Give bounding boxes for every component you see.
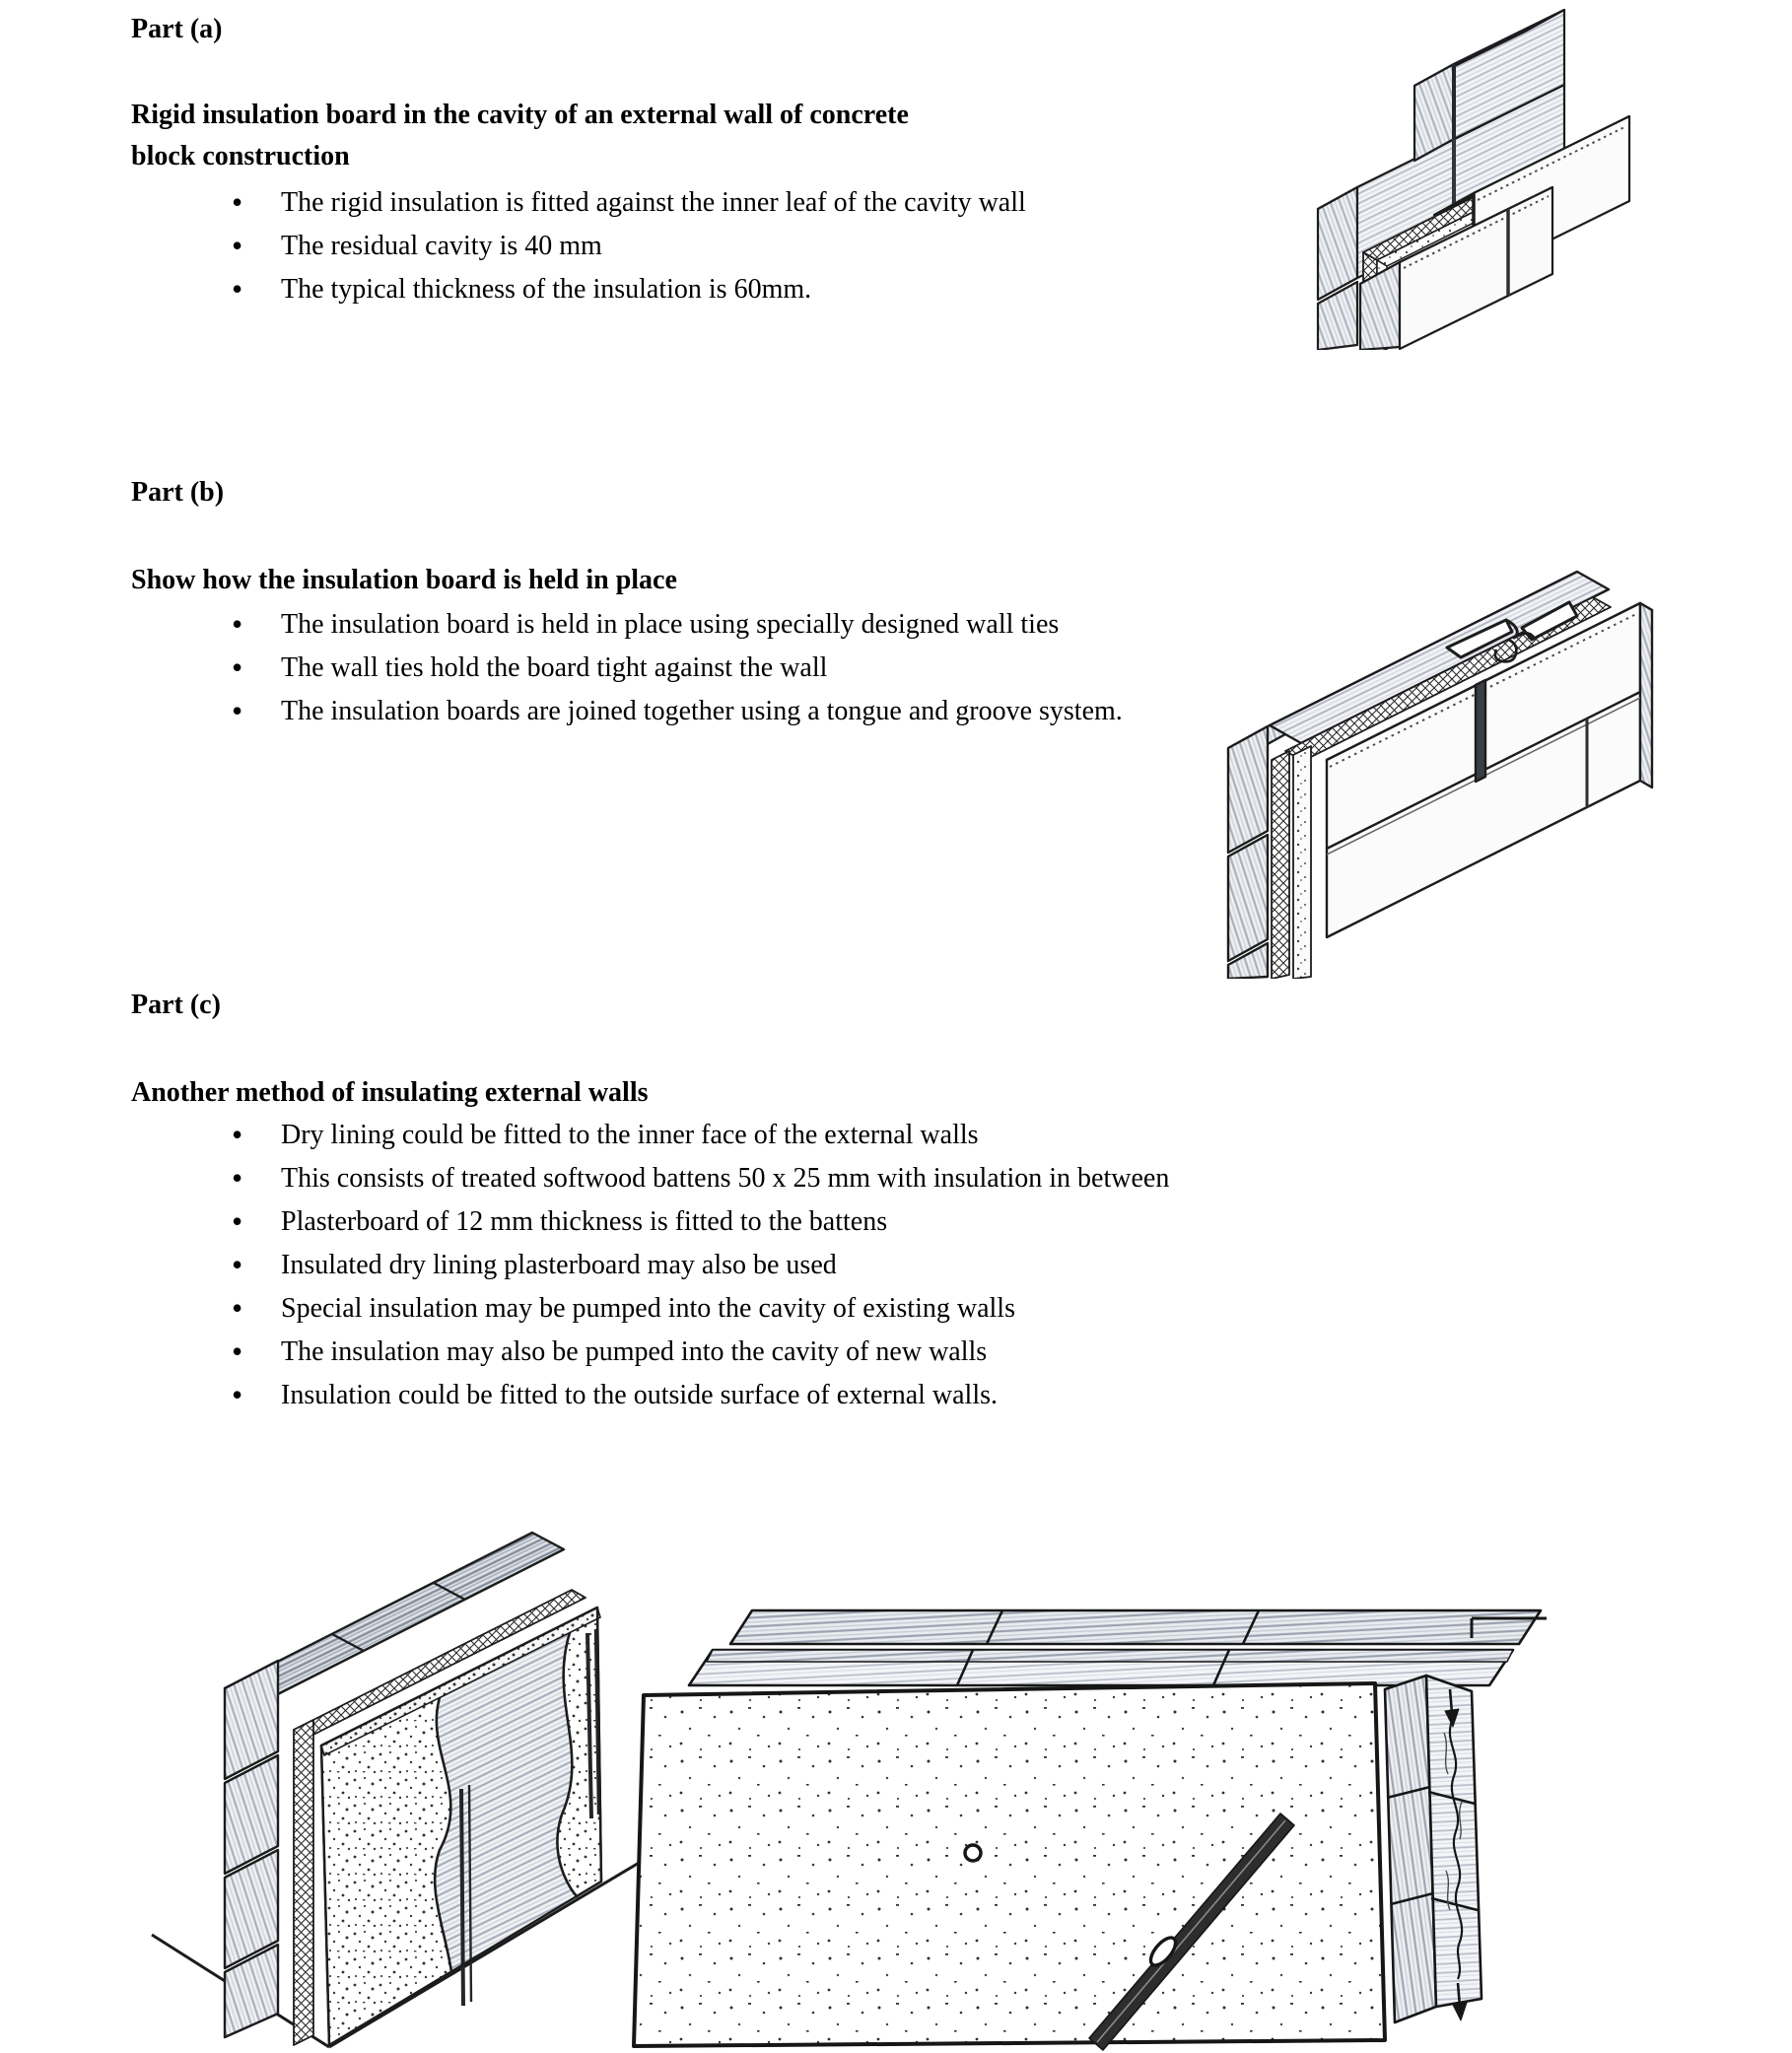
bullet-list-part-c: [131, 1114, 1304, 1417]
list-item: • The residual cavity is 40 mm: [131, 225, 1255, 268]
list-item: • The insulation may also be pumped into the cavity of new walls: [131, 1331, 1304, 1374]
section-heading-part-c: [131, 1072, 1166, 1114]
section-heading-part-a: [131, 95, 1166, 177]
block-course-top-front: [689, 1650, 1513, 1685]
tongue-groove-joint: [1476, 680, 1485, 782]
list-item: • Plasterboard of 12 mm thickness is fitted to the battens: [131, 1200, 1304, 1244]
list-item: • Dry lining could be fitted to the inner face of the external walls: [131, 1114, 1304, 1157]
insulated-wall-face: [634, 1683, 1385, 2046]
list-item: • Insulated dry lining plasterboard may also be used: [131, 1244, 1304, 1287]
insulation-cutaway: [435, 1621, 578, 1972]
list-item: • This consists of treated softwood battens 50 x 25 mm with insulation in between: [131, 1157, 1304, 1200]
list-item: • The rigid insulation is fitted against the inner leaf of the cavity wall: [131, 181, 1255, 225]
section-heading-part-b: [131, 560, 1166, 601]
list-item: • The insulation board is held in place using specially designed wall ties: [131, 603, 1162, 647]
dry-lining-layers: [321, 1608, 601, 2045]
list-item: • The typical thickness of the insulation is 60mm.: [131, 268, 1255, 311]
block-course-top-back: [730, 1610, 1541, 1644]
injection-hole: [965, 1845, 981, 1861]
list-item: • The wall ties hold the board tight against the wall: [131, 647, 1162, 690]
section-label-part-b: Part (b): [131, 477, 225, 508]
figure-dry-lining-battens: [146, 1493, 654, 2053]
list-item: • The insulation boards are joined together using a tongue and groove system.: [131, 690, 1162, 733]
heading-line: Show how the insulation board is held in place: [131, 565, 677, 595]
heading-line: block construction: [131, 141, 350, 171]
section-label-part-a: Part (a): [131, 14, 223, 44]
figure-pumped-cavity-insulation: [626, 1605, 1548, 2053]
bullet-list-part-b: [131, 603, 1162, 733]
heading-line: Another method of insulating external walls: [131, 1077, 649, 1108]
heading-line: Rigid insulation board in the cavity of an external wall of concrete: [131, 100, 909, 130]
figure-cavity-wall-rigid-insulation: [1306, 0, 1636, 350]
outer-leaf: [1385, 1676, 1482, 2022]
bullet-list-part-a: [131, 181, 1255, 311]
figure-cavity-wall-wall-tie: [1212, 537, 1654, 979]
list-item: • Insulation could be fitted to the outside surface of external walls.: [131, 1374, 1304, 1417]
section-label-part-c: Part (c): [131, 990, 221, 1020]
list-item: • Special insulation may be pumped into the cavity of existing walls: [131, 1287, 1304, 1331]
